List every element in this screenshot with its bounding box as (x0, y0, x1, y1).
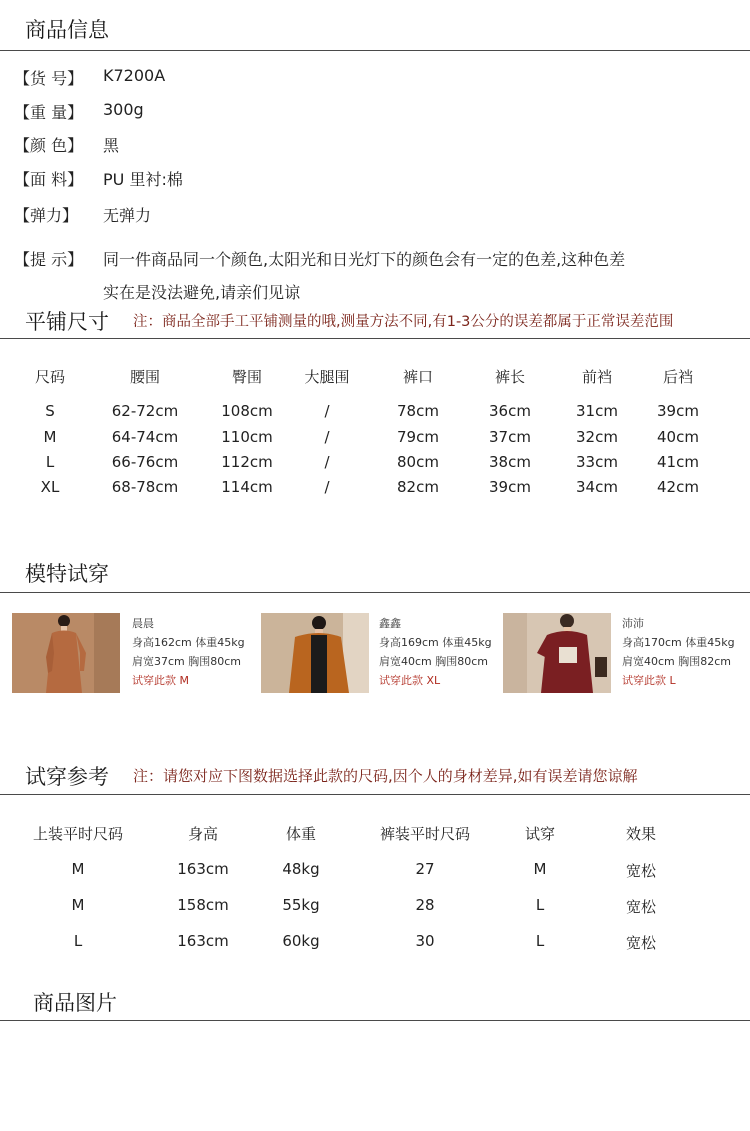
model-name: 晨晨 (132, 617, 154, 630)
size-chart-cell: 41cm (657, 453, 699, 471)
model-shoulder-chest: 肩宽40cm 胸围80cm (379, 655, 489, 668)
info-value-weight: 300g (103, 100, 144, 119)
product-info-divider (0, 50, 750, 51)
fit-reference-header-cell: 体重 (285, 825, 316, 843)
models-divider (0, 592, 750, 593)
size-chart-size-cell: M (43, 428, 57, 446)
size-chart-cell: 34cm (576, 478, 618, 496)
info-key-fabric: 【面 料】 (14, 170, 84, 189)
model-name: 沛沛 (622, 617, 644, 630)
info-tip-line-2: 实在是没法避免,请亲们见谅 (103, 283, 301, 302)
size-chart-cell: 62-72cm (111, 402, 179, 420)
fit-reference-cell: 27 (415, 860, 435, 878)
size-chart-cell: 114cm (221, 478, 273, 496)
size-chart-cell: 42cm (657, 478, 699, 496)
size-chart-header-cell: 后裆 (662, 368, 693, 386)
product-images-divider (0, 1020, 750, 1021)
fit-reference-header-cell: 效果 (625, 825, 656, 843)
size-chart-cell: 38cm (489, 453, 531, 471)
model-trial-size: 试穿此款 M (132, 674, 189, 687)
size-chart-header-cell: 裤口 (402, 368, 433, 386)
size-chart-cell: 78cm (397, 402, 439, 420)
fit-reference-cell: L (535, 896, 545, 914)
size-chart-cell: 31cm (576, 402, 618, 420)
fit-reference-cell: L (535, 932, 545, 950)
fit-reference-cell: M (71, 896, 85, 914)
model-shoulder-chest: 肩宽37cm 胸围80cm (132, 655, 242, 668)
model-info-peipei (622, 614, 735, 690)
fit-reference-header-cell: 裤装平时尺码 (379, 825, 470, 843)
fit-reference-cell: 宽松 (625, 862, 656, 880)
info-key-tip: 【提 示】 (14, 250, 84, 269)
fit-reference-cell: M (533, 860, 547, 878)
info-key-color: 【颜 色】 (14, 136, 84, 155)
fit-reference-header-cell: 身高 (187, 825, 218, 843)
size-chart-header-cell: 腰围 (129, 368, 160, 386)
fit-reference-cell: 60kg (282, 932, 320, 950)
size-chart-cell: 80cm (397, 453, 439, 471)
size-chart-cell: / (324, 428, 330, 446)
fit-reference-cell: 宽松 (625, 898, 656, 916)
product-info-title: 商品信息 (25, 18, 109, 42)
size-chart-cell: 39cm (489, 478, 531, 496)
size-chart-size-cell: L (45, 453, 55, 471)
info-key-elasticity: 【弹力】 (14, 206, 79, 225)
model-shoulder-chest: 肩宽40cm 胸围82cm (622, 655, 732, 668)
size-chart-cell: 108cm (221, 402, 273, 420)
size-chart-divider (0, 338, 750, 339)
size-chart-cell: 32cm (576, 428, 618, 446)
fit-reference-cell: M (71, 860, 85, 878)
fit-reference-cell: 48kg (282, 860, 320, 878)
model-photo-xinxin (261, 613, 369, 693)
fit-reference-divider (0, 794, 750, 795)
info-tip-line-1: 同一件商品同一个颜色,太阳光和日光灯下的颜色会有一定的色差,这种色差 (103, 250, 626, 269)
info-value-color: 黑 (103, 136, 120, 155)
size-chart-title: 平铺尺寸 (25, 310, 109, 334)
size-chart-cell: 40cm (657, 428, 699, 446)
size-chart-cell: / (324, 402, 330, 420)
model-photo-peipei-svg (503, 613, 611, 693)
fit-reference-cell: 163cm (177, 932, 229, 950)
fit-reference-header-cell: 上装平时尺码 (32, 825, 123, 843)
fit-reference-title: 试穿参考 (25, 765, 109, 789)
size-chart-header-cell: 前裆 (581, 368, 612, 386)
product-images-title: 商品图片 (33, 991, 117, 1015)
fit-reference-cell: 163cm (177, 860, 229, 878)
size-chart-header-cell: 臀围 (231, 368, 262, 386)
model-trial-size: 试穿此款 L (622, 674, 676, 687)
size-chart-cell: 66-76cm (111, 453, 179, 471)
size-chart-cell: / (324, 478, 330, 496)
fit-reference-cell: 宽松 (625, 934, 656, 952)
size-chart-cell: 37cm (489, 428, 531, 446)
info-value-elasticity: 无弹力 (103, 206, 152, 225)
model-height-weight: 身高162cm 体重45kg (132, 636, 245, 649)
size-chart-size-cell: S (45, 402, 55, 420)
fit-reference-header-cell: 试穿 (524, 825, 555, 843)
size-chart-size-cell: XL (40, 478, 60, 496)
size-chart-cell: 79cm (397, 428, 439, 446)
model-info-xinxin (379, 614, 492, 690)
size-chart-cell: 64-74cm (111, 428, 179, 446)
info-key-weight: 【重 量】 (14, 103, 84, 122)
size-chart-cell: 39cm (657, 402, 699, 420)
size-chart-cell: 36cm (489, 402, 531, 420)
model-photo-chenchen-svg (12, 613, 120, 693)
fit-reference-cell: 30 (415, 932, 435, 950)
model-name: 鑫鑫 (379, 617, 401, 630)
size-chart-cell: 33cm (576, 453, 618, 471)
fit-reference-cell: L (73, 932, 83, 950)
models-title: 模特试穿 (25, 562, 109, 586)
info-key-item-no: 【货 号】 (14, 69, 84, 88)
fit-reference-note: 注：请您对应下图数据选择此款的尺码,因个人的身材差异,如有误差请您谅解 (133, 767, 638, 785)
info-value-fabric: PU 里衬:棉 (103, 170, 183, 189)
fit-reference-cell: 55kg (282, 896, 320, 914)
model-height-weight: 身高169cm 体重45kg (379, 636, 492, 649)
size-chart-cell: 68-78cm (111, 478, 179, 496)
size-chart-header-cell: 裤长 (494, 368, 525, 386)
size-chart-header-cell: 大腿围 (304, 368, 350, 386)
model-height-weight: 身高170cm 体重45kg (622, 636, 735, 649)
size-chart-cell: / (324, 453, 330, 471)
model-photo-peipei (503, 613, 611, 693)
model-info-chenchen (132, 614, 245, 690)
model-trial-size: 试穿此款 XL (379, 674, 441, 687)
size-chart-cell: 112cm (221, 453, 273, 471)
size-chart-header-cell: 尺码 (34, 368, 65, 386)
size-chart-note: 注：商品全部手工平铺测量的哦,测量方法不同,有1-3公分的误差都属于正常误差范围 (133, 314, 674, 330)
size-chart-cell: 110cm (221, 428, 273, 446)
fit-reference-cell: 28 (415, 896, 435, 914)
fit-reference-cell: 158cm (177, 896, 229, 914)
size-chart-cell: 82cm (397, 478, 439, 496)
info-value-item-no: K7200A (103, 66, 166, 85)
model-photo-chenchen (12, 613, 120, 693)
model-photo-xinxin-svg (261, 613, 369, 693)
